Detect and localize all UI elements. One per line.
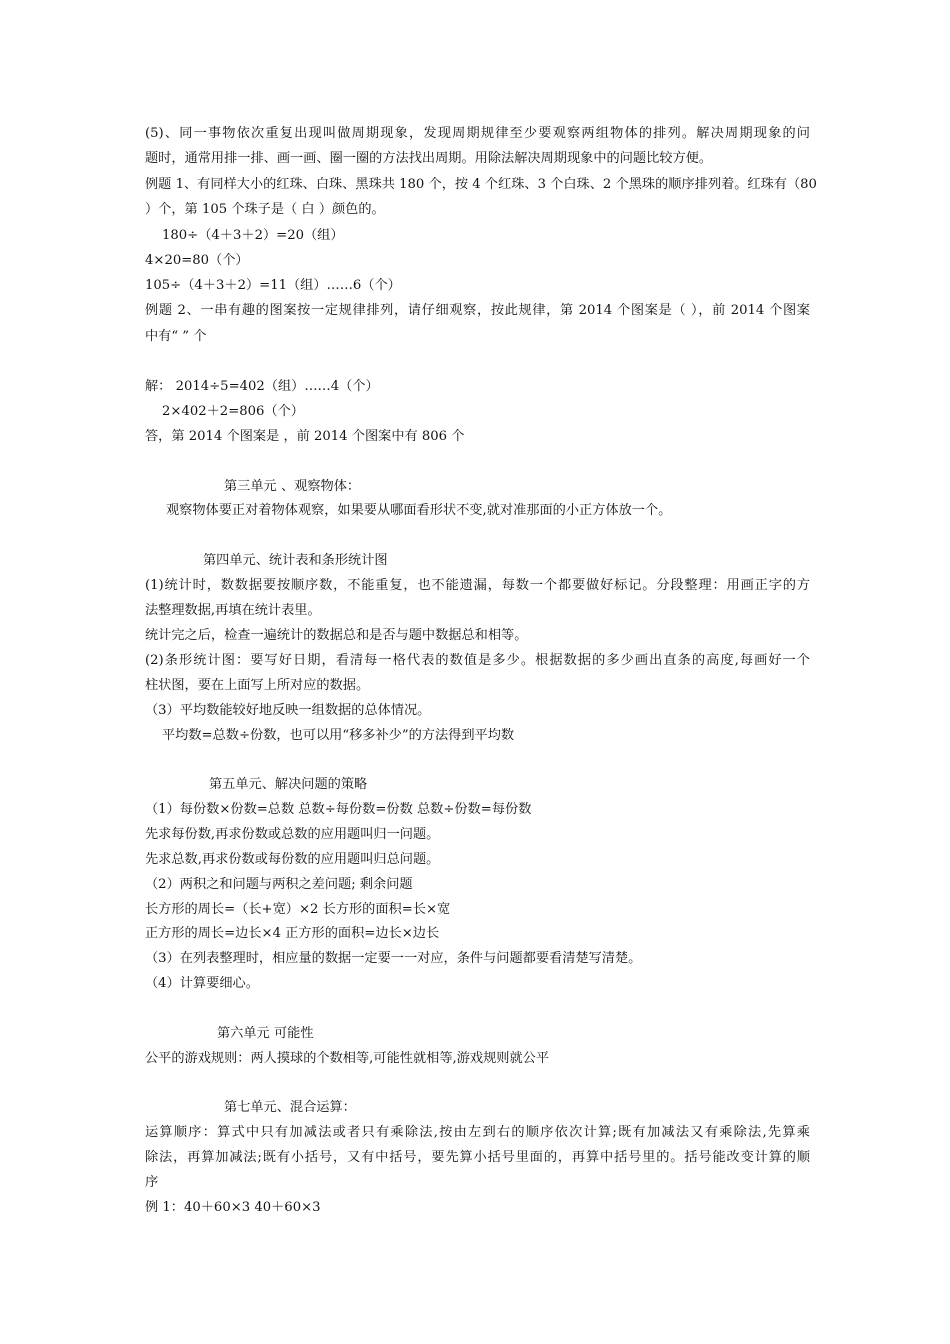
unit-7-example: 例 1：40＋60×3 40＋60×3 — [145, 1200, 321, 1215]
unit-5-line-2: 先求每份数,再求份数或总数的应用题叫归一问题。 — [145, 827, 440, 842]
solution-line-2: 2×402＋2=806（个） — [162, 404, 304, 419]
paragraph-5-line-2: 题时，通常用排一排、画一画、圈一圈的方法找出周期。用除法解决周期现象中的问题比较方便。 — [145, 151, 713, 166]
example-2-line-2: 中有“ ” 个 — [145, 329, 207, 344]
unit-4-title: 第四单元、统计表和条形统计图 — [203, 553, 388, 568]
unit-4-p1-line-2: 法整理数据,再填在统计表里。 — [145, 603, 321, 618]
unit-4-p1-line-1: (1)统计时，数数据要按顺序数，不能重复，也不能遗漏，每数一个都要做好标记。分段整理：用画正字的方 — [145, 578, 810, 593]
solution-line-1: 解： 2014÷5=402（组）……4（个） — [145, 379, 379, 394]
unit-5-title: 第五单元、解决问题的策略 — [209, 777, 368, 792]
example-2-line-1: 例题 2、一串有趣的图案按一定规律排列，请仔细观察，按此规律，第 2014 个图案是（ ），前 2014 个图案 — [145, 303, 810, 318]
unit-7-line-1: 运算顺序：算式中只有加减法或者只有乘除法,按由左到右的顺序依次计算;既有加减法又有乘除法,先算乘 — [145, 1125, 810, 1140]
paragraph-5-line-1: (5)、同一事物依次重复出现叫做周期现象，发现周期规律至少要观察两组物体的排列。解决周期现象的问 — [145, 126, 810, 141]
unit-3-text: 观察物体要正对着物体观察，如果要从哪面看形状不变,就对准那面的小正方体放一个。 — [166, 503, 672, 518]
example-1-calc-3: 105÷（4＋3＋2）=11（组）……6（个） — [145, 278, 401, 293]
unit-7-title: 第七单元、混合运算： — [224, 1100, 356, 1115]
unit-7-line-2: 除法，再算加减法;既有小括号，又有中括号，要先算小括号里面的，再算中括号里的。括号能改变计算的顺 — [145, 1150, 810, 1165]
unit-4-p2-line-2: 柱状图，要在上面写上所对应的数据。 — [145, 678, 370, 693]
unit-6-text: 公平的游戏规则：两人摸球的个数相等,可能性就相等,游戏规则就公平 — [145, 1051, 550, 1066]
unit-3-title: 第三单元 、观察物体： — [224, 479, 361, 494]
example-1-calc-1: 180÷（4＋3＋2）=20（组） — [162, 228, 344, 243]
unit-4-average-formula: 平均数=总数÷份数，也可以用“移多补少”的方法得到平均数 — [162, 728, 515, 743]
unit-5-line-5: 长方形的周长=（长+宽）×2 长方形的面积=长×宽 — [145, 902, 451, 917]
unit-4-p3: （3）平均数能较好地反映一组数据的总体情况。 — [145, 703, 431, 718]
unit-7-line-3: 序 — [145, 1175, 159, 1190]
example-1-line-1: 例题 1、有同样大小的红珠、白珠、黑珠共 180 个，按 4 个红珠、3 个白珠、2 个黑珠的顺序排列着。红珠有（80 — [145, 177, 817, 192]
unit-4-p2-line-1: (2)条形统计图：要写好日期，看清每一格代表的数值是多少。根据数据的多少画出直条的高度,每画好一个 — [145, 653, 810, 668]
unit-5-line-7: （3）在列表整理时，相应量的数据一定要一一对应，条件与问题都要看清楚写清楚。 — [145, 951, 642, 966]
example-1-calc-2: 4×20=80（个） — [145, 253, 249, 268]
unit-6-title: 第六单元 可能性 — [217, 1026, 314, 1041]
unit-5-line-1: （1）每份数×份数=总数 总数÷每份数=份数 总数÷份数=每份数 — [145, 802, 532, 817]
unit-5-line-4: （2）两积之和问题与两积之差问题; 剩余问题 — [145, 877, 413, 892]
unit-5-line-8: （4）计算要细心。 — [145, 976, 259, 991]
unit-5-line-3: 先求总数,再求份数或每份数的应用题叫归总问题。 — [145, 852, 440, 867]
unit-5-line-6: 正方形的周长=边长×4 正方形的面积=边长×边长 — [145, 926, 440, 941]
example-1-line-2: ）个，第 105 个珠子是（ 白 ）颜色的。 — [145, 202, 385, 217]
answer-line: 答，第 2014 个图案是 ，前 2014 个图案中有 806 个 — [145, 429, 465, 444]
unit-4-p1-line-3: 统计完之后，检查一遍统计的数据总和是否与题中数据总和相等。 — [145, 628, 528, 643]
